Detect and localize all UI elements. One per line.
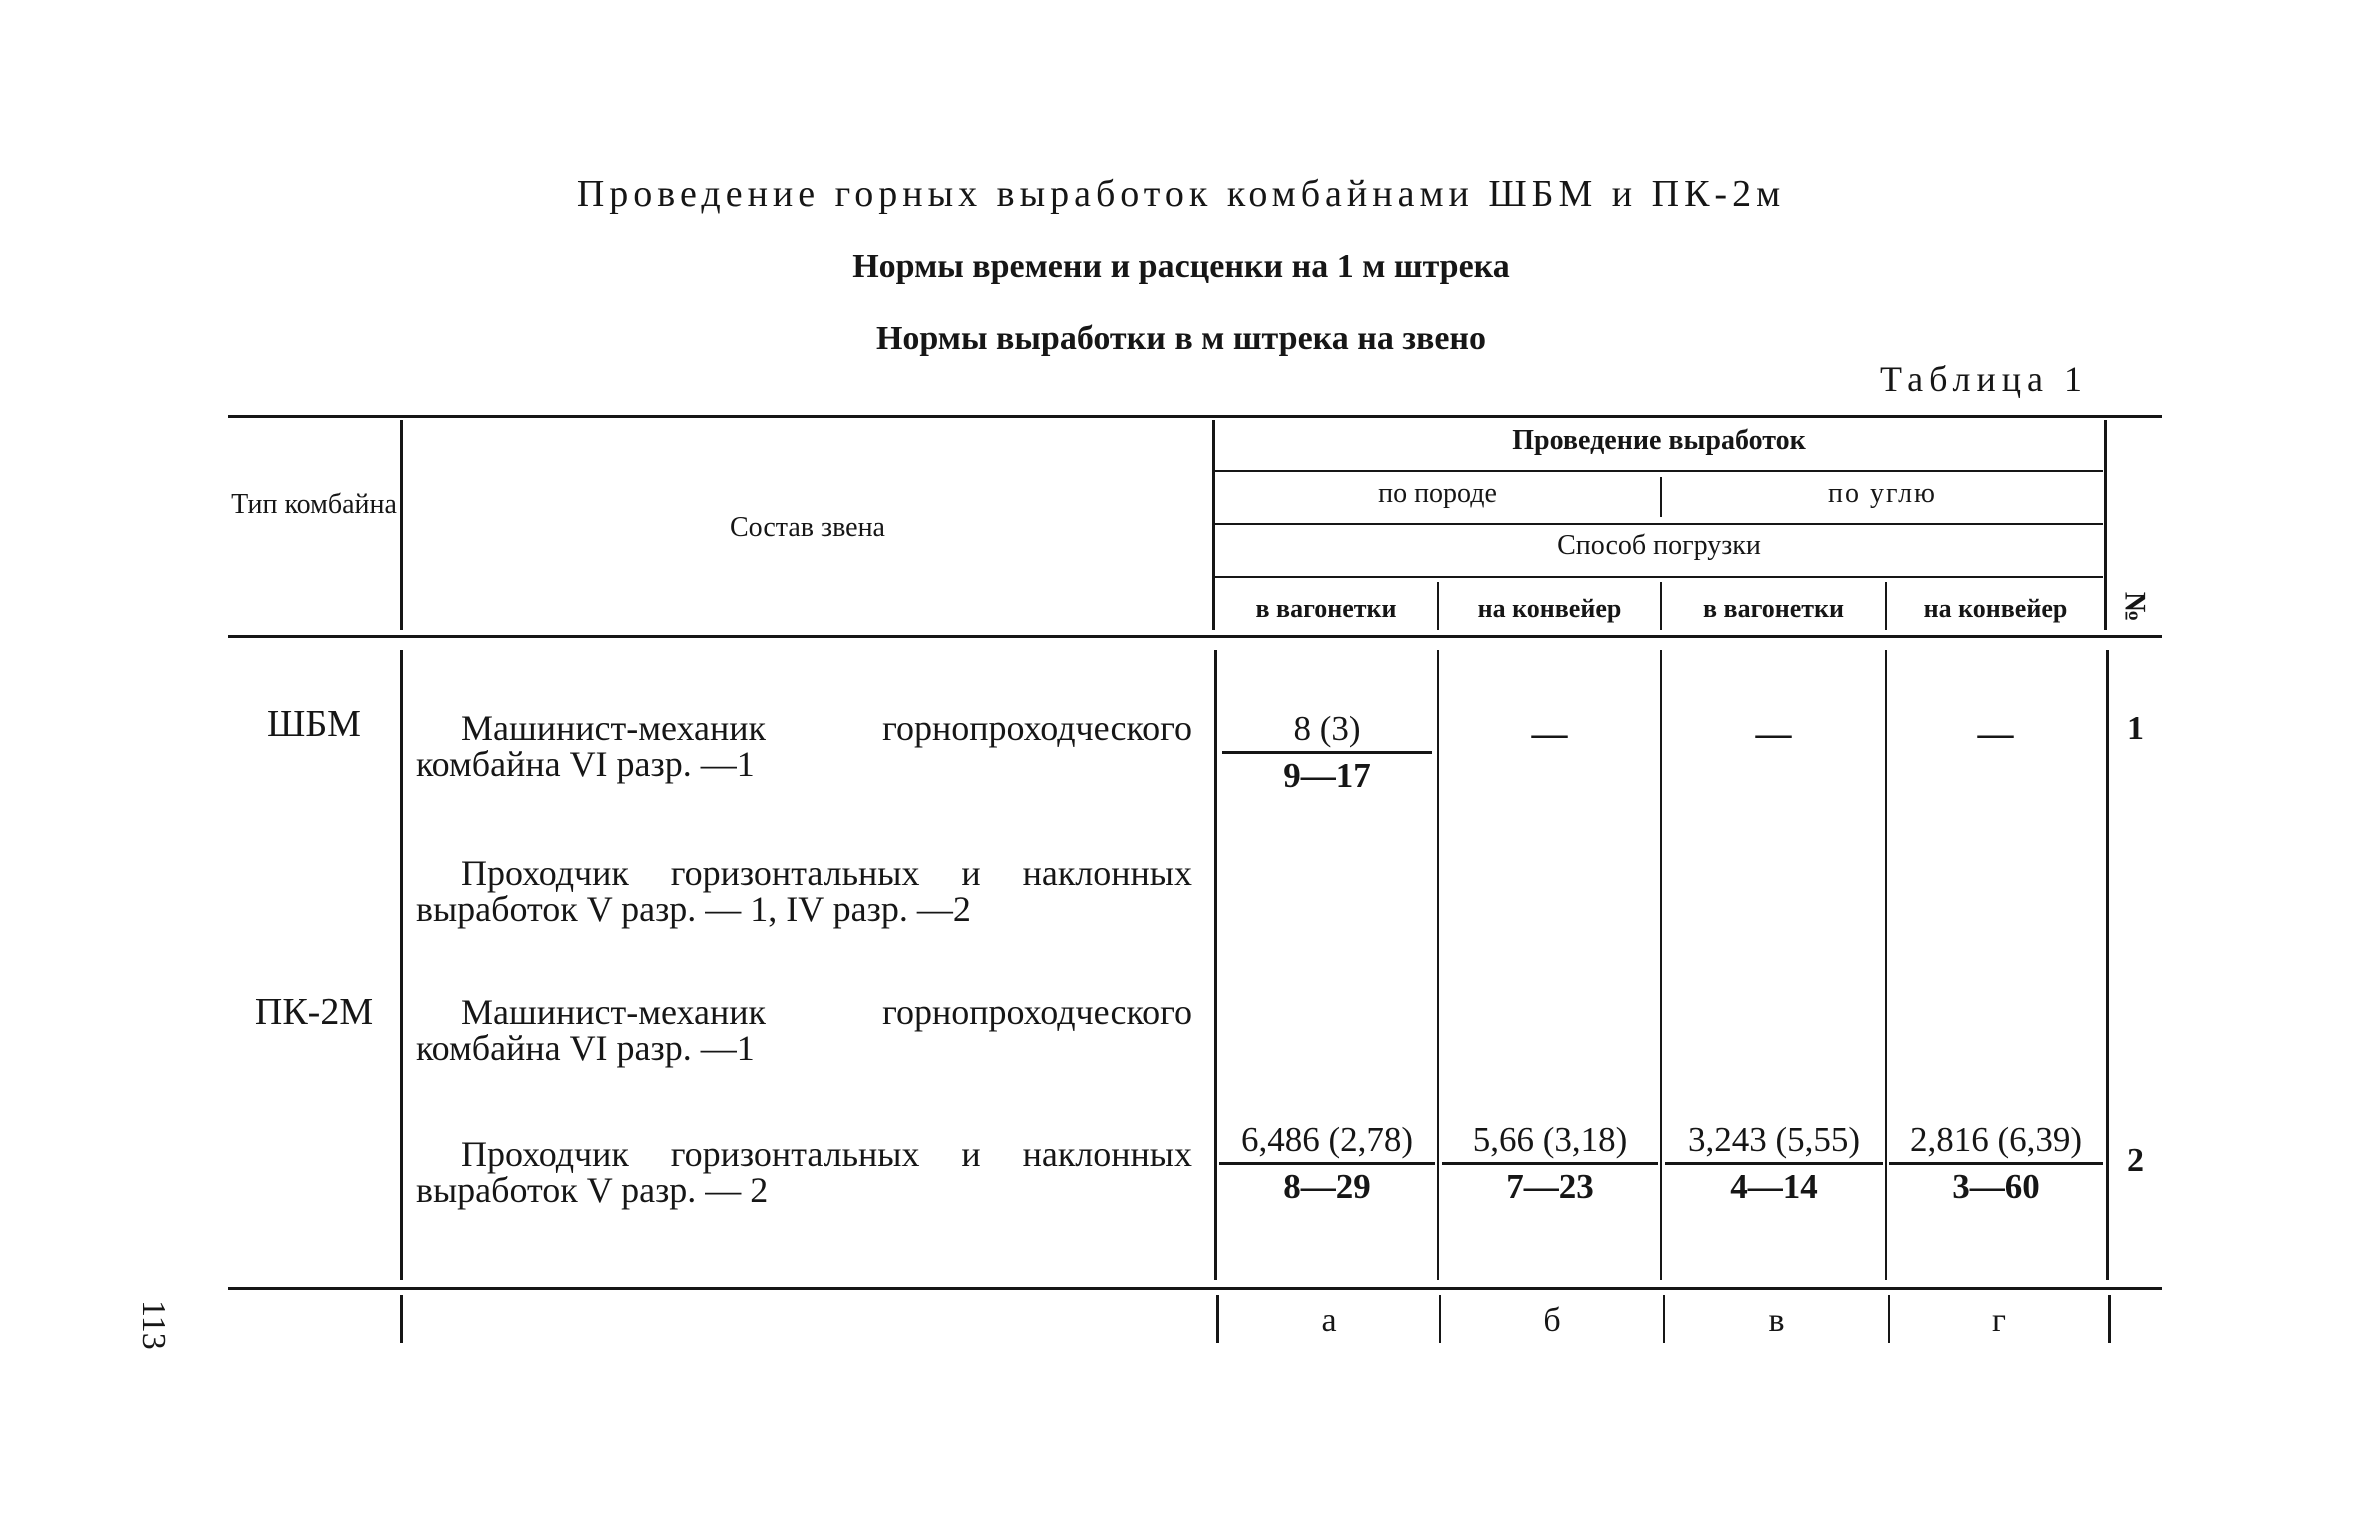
- page-title: Проведение горных выработок комбайнами ШБМ и ПК-2м: [576, 173, 1786, 215]
- row2-type: ПК-2М: [254, 991, 374, 1033]
- header-col-c: в вагонетки: [1703, 594, 1844, 623]
- vline-type-footer: [400, 1295, 403, 1343]
- subtitle-output-norms: Нормы выработки в м штрека на звено: [875, 320, 1487, 357]
- row1-num: 1: [2127, 710, 2144, 747]
- subtitle-time-norms: Нормы времени и расценки на 1 м штрека: [852, 248, 1510, 285]
- header-col-b: на конвейер: [1477, 594, 1622, 623]
- header-works: Проведение выработок: [1512, 425, 1806, 456]
- row2-col-b-value: [1442, 1118, 1658, 1209]
- row1-crew-item-2: [416, 855, 1192, 927]
- rule-under-works: [1215, 470, 2103, 472]
- row2-col-d-top: 2,816 (6,39): [1909, 1120, 2083, 1159]
- row2-crew-item-1: [416, 994, 1192, 1066]
- header-num: №: [2118, 591, 2152, 623]
- row1-col-b-dash: —: [1531, 713, 1568, 753]
- row2-col-c-bottom: 4—14: [1730, 1167, 1818, 1206]
- row1-crew-2-line1: Проходчик горизонтальных и наклонных: [461, 853, 1192, 893]
- row2-crew-1-line1: Машинист-механик горнопроходческого: [461, 992, 1192, 1032]
- footer-letter-d: г: [1992, 1302, 2006, 1339]
- rule-under-loading: [1215, 576, 2103, 578]
- page-number: 113: [135, 1300, 172, 1350]
- row2-col-d-bottom: 3—60: [1952, 1167, 2040, 1206]
- header-crew: Состав звена: [730, 512, 885, 543]
- row1-col-a-value: [1222, 707, 1432, 798]
- vline-crew-body: [1214, 650, 1217, 1280]
- footer-letter-b: б: [1543, 1302, 1561, 1339]
- row1-col-d-dash: —: [1977, 713, 2014, 753]
- row2-col-c-top: 3,243 (5,55): [1687, 1120, 1861, 1159]
- row1-col-a-top: 8 (3): [1293, 709, 1361, 748]
- row1-col-c-dash: —: [1755, 713, 1792, 753]
- row2-col-c-value: [1665, 1118, 1883, 1209]
- row2-crew-item-2: [416, 1136, 1192, 1208]
- row1-crew-1-line1: Машинист-механик горнопроходческого: [461, 708, 1192, 748]
- row1-col-a-bottom: 9—17: [1283, 756, 1371, 795]
- row1-crew-2-line2: выработок V разр. — 1, IV разр. —2: [416, 889, 971, 929]
- header-coal: по углю: [1828, 478, 1937, 509]
- header-loading: Способ погрузки: [1557, 530, 1761, 561]
- row2-num: 2: [2127, 1142, 2144, 1179]
- rule-under-rock-coal: [1215, 523, 2103, 525]
- table-top-rule: [228, 415, 2162, 418]
- table-label: Таблица 1: [1880, 359, 2088, 399]
- row2-col-a-top: 6,486 (2,78): [1240, 1120, 1414, 1159]
- row2-crew-2-line1: Проходчик горизонтальных и наклонных: [461, 1134, 1192, 1174]
- row2-col-a-value: [1219, 1118, 1435, 1209]
- vline-type-body: [400, 650, 403, 1280]
- table-bottom-rule: [228, 1287, 2162, 1290]
- row2-crew-1-line2: комбайна VI разр. —1: [416, 1028, 755, 1068]
- row1-type: ШБМ: [267, 703, 361, 745]
- row2-col-d-value: [1889, 1118, 2103, 1209]
- header-col-a: в вагонетки: [1255, 594, 1397, 623]
- vline-num-footer: [2108, 1295, 2111, 1343]
- vline-num-header: [2104, 420, 2107, 630]
- row2-col-a-bottom: 8—29: [1283, 1167, 1371, 1206]
- header-rock: по породе: [1378, 478, 1497, 509]
- row1-crew-1-line2: комбайна VI разр. —1: [416, 744, 755, 784]
- row2-col-b-bottom: 7—23: [1506, 1167, 1594, 1206]
- footer-letter-a: а: [1321, 1302, 1337, 1339]
- row2-col-b-top: 5,66 (3,18): [1472, 1120, 1628, 1159]
- header-bottom-rule: [228, 635, 2162, 638]
- header-type: Тип комбайна: [231, 489, 397, 520]
- row1-crew-item-1: [416, 710, 1192, 782]
- row2-crew-2-line2: выработок V разр. — 2: [416, 1170, 769, 1210]
- footer-letter-c: в: [1768, 1302, 1785, 1339]
- header-col-d: на конвейер: [1923, 594, 2068, 623]
